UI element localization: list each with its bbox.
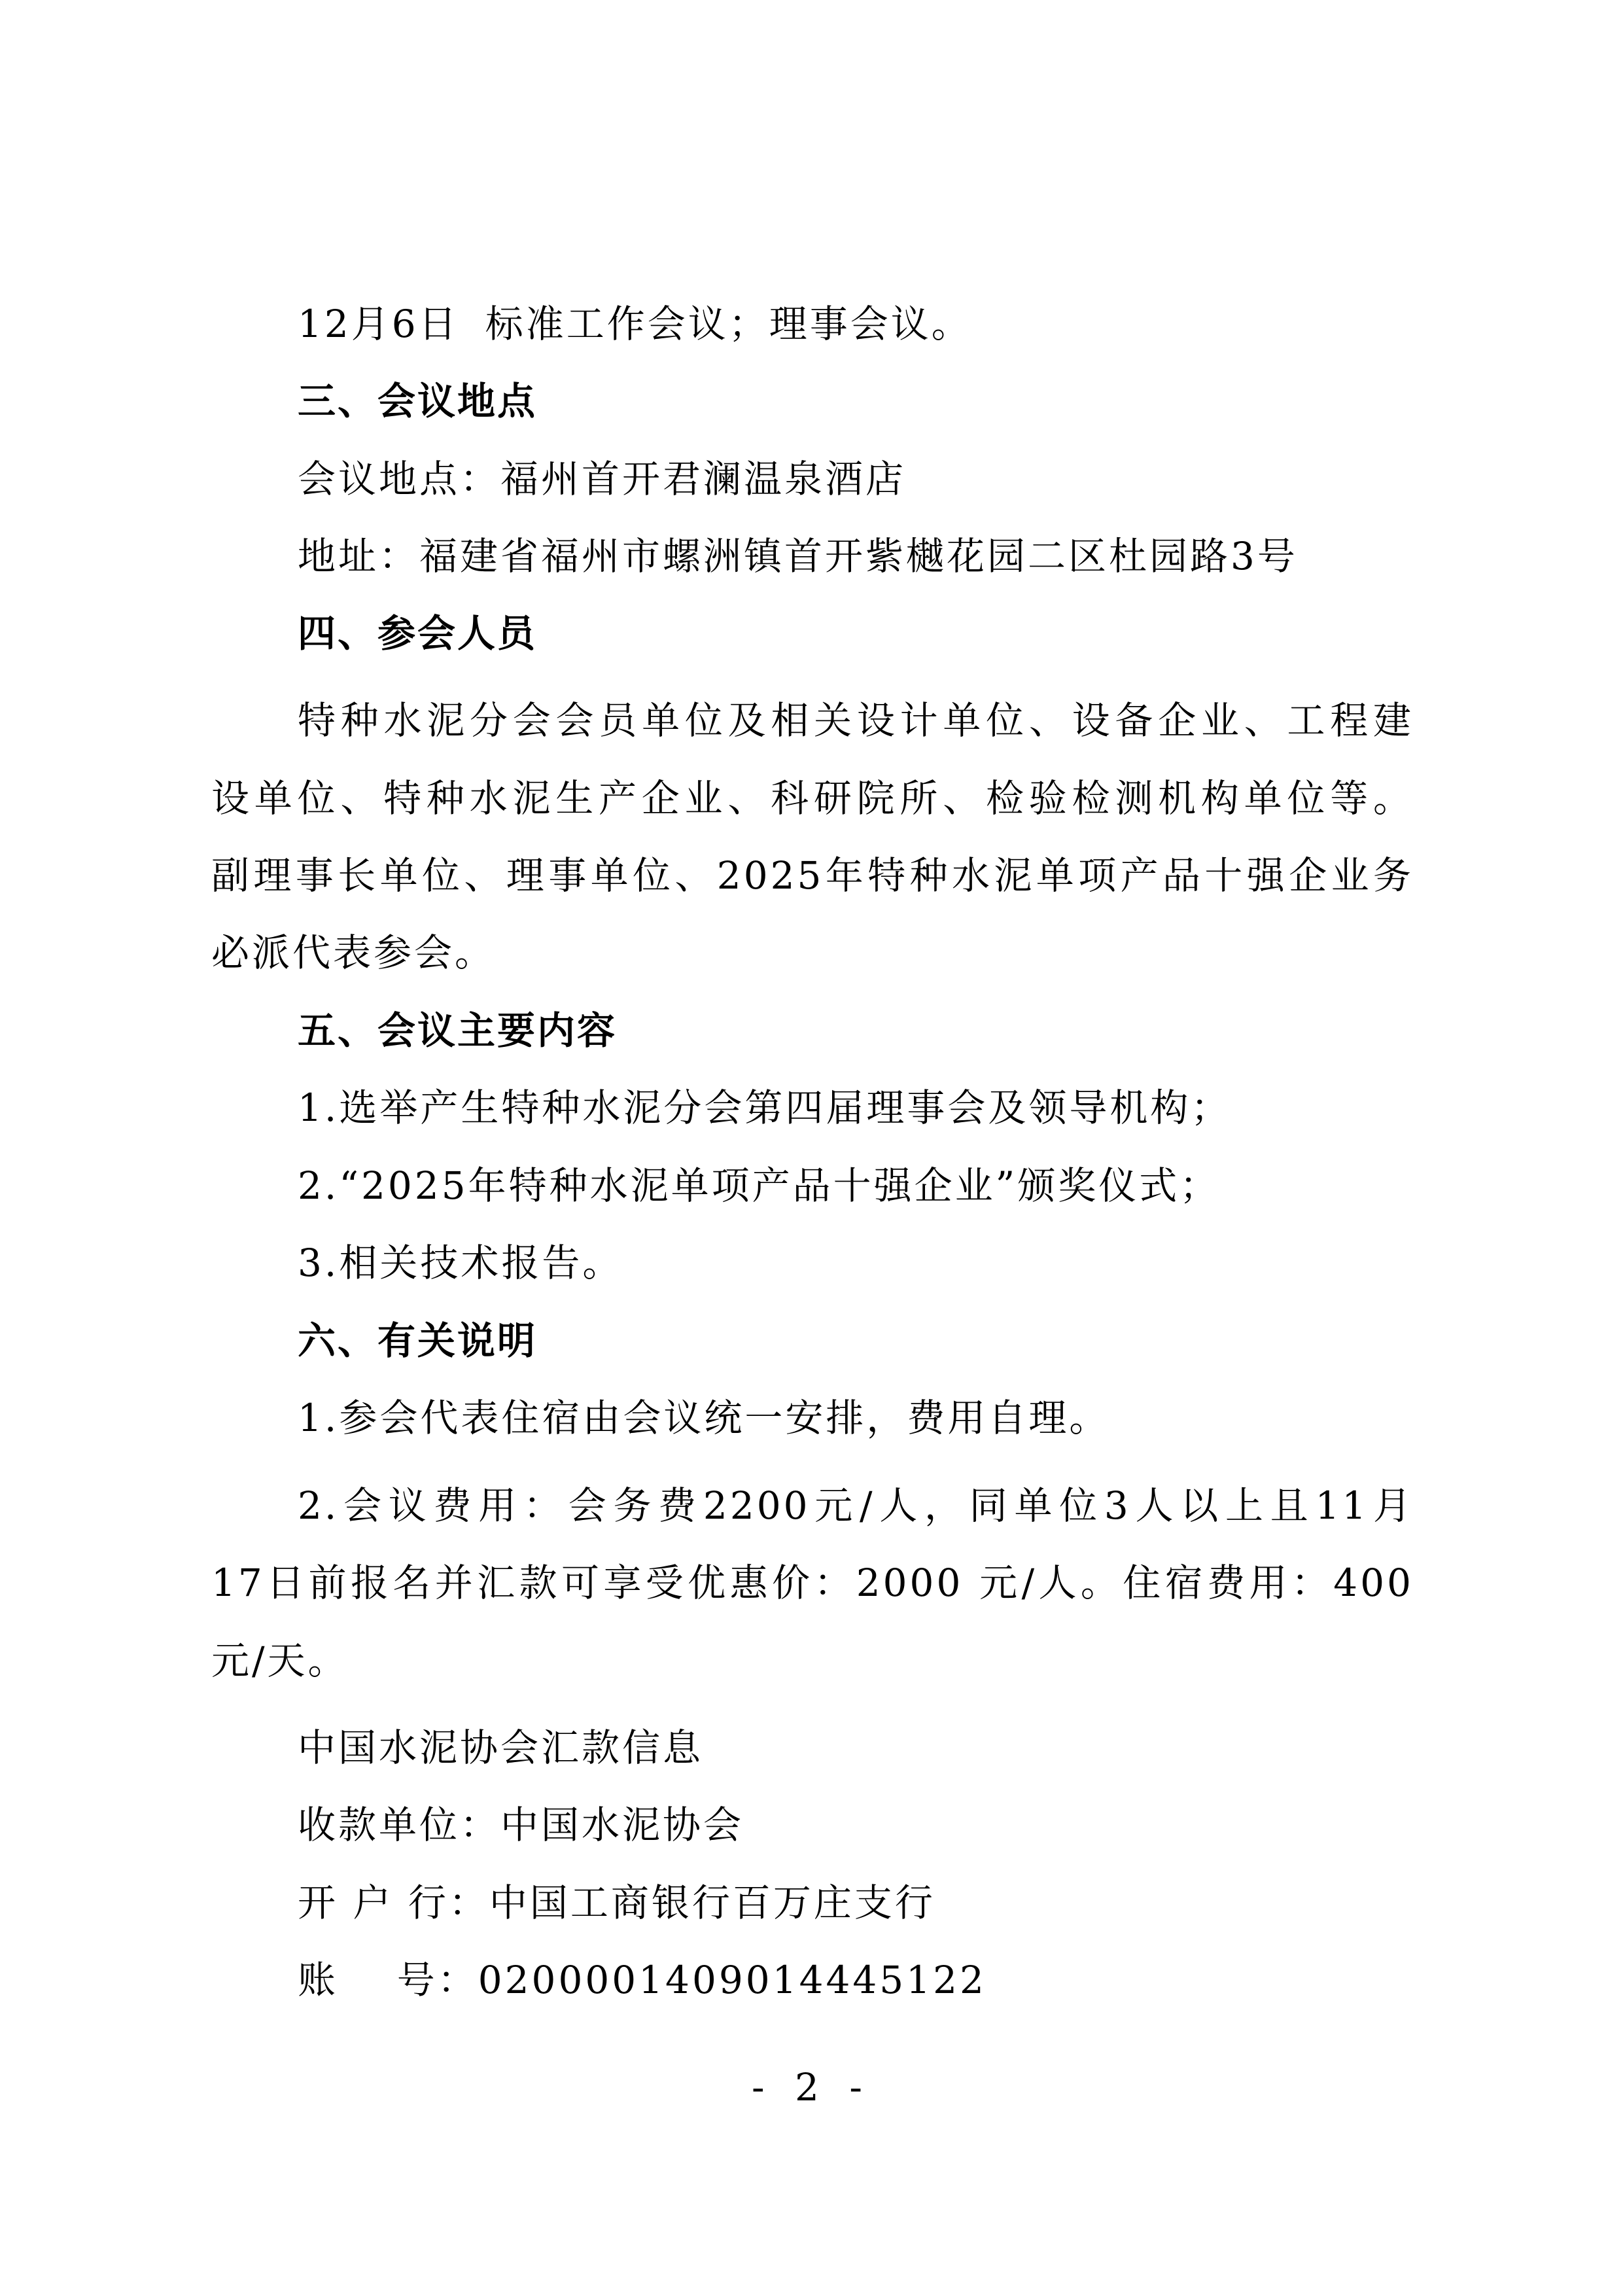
attendees-line-4: 必派代表参会。 xyxy=(211,930,496,975)
remittance-title: 中国水泥协会汇款信息 xyxy=(298,1725,704,1770)
payee-label: 收款单位： xyxy=(298,1803,501,1847)
page-number: - 2 - xyxy=(752,2065,871,2110)
address-line: 地址：福建省福州市螺洲镇首开紫樾花园二区杜园路3号 xyxy=(298,534,1298,578)
attendees-line-2: 设单位、特种水泥生产企业、科研院所、检验检测机构单位等。 xyxy=(211,776,1414,821)
section3-heading: 三、会议地点 xyxy=(298,379,538,423)
content-item-3: 3.相关技术报告。 xyxy=(298,1241,623,1285)
bank-line xyxy=(298,1880,935,1926)
account-line xyxy=(298,1957,986,2003)
bank-label: 开 户 行： xyxy=(298,1881,489,1925)
notes-item-1: 1.参会代表住宿由会议统一安排，费用自理。 xyxy=(298,1396,1110,1440)
content-item-2: 2.“2025年特种水泥单项产品十强企业”颁奖仪式； xyxy=(298,1163,1221,1208)
account-label: 账 号： xyxy=(298,1958,478,2002)
schedule-line xyxy=(298,301,972,347)
attendees-line-1: 特种水泥分会会员单位及相关设计单位、设备企业、工程建 xyxy=(298,698,1414,743)
notes-item-2-line-1: 2.会议费用：会务费2200元/人，同单位3人以上且11月 xyxy=(298,1483,1414,1528)
section4-heading: 四、参会人员 xyxy=(298,611,538,656)
payee-line xyxy=(298,1802,744,1848)
schedule-date: 12月6日 xyxy=(298,302,459,346)
schedule-items: 标准工作会议；理事会议。 xyxy=(485,302,972,346)
account-value: 0200001409014445122 xyxy=(478,1958,986,2002)
section5-heading: 五、会议主要内容 xyxy=(298,1008,618,1053)
notes-item-2-line-2: 17日前报名并汇款可享受优惠价：2000 元/人。住宿费用：400 xyxy=(211,1561,1414,1605)
section6-heading: 六、有关说明 xyxy=(298,1318,538,1363)
attendees-line-3: 副理事长单位、理事单位、2025年特种水泥单项产品十强企业务 xyxy=(211,853,1414,898)
venue-line: 会议地点：福州首开君澜温泉酒店 xyxy=(298,457,907,501)
notes-item-2-line-3: 元/天。 xyxy=(211,1638,349,1683)
bank-value: 中国工商银行百万庄支行 xyxy=(489,1881,935,1925)
payee-value: 中国水泥协会 xyxy=(500,1803,744,1847)
content-item-1: 1.选举产生特种水泥分会第四届理事会及领导机构； xyxy=(298,1086,1232,1130)
